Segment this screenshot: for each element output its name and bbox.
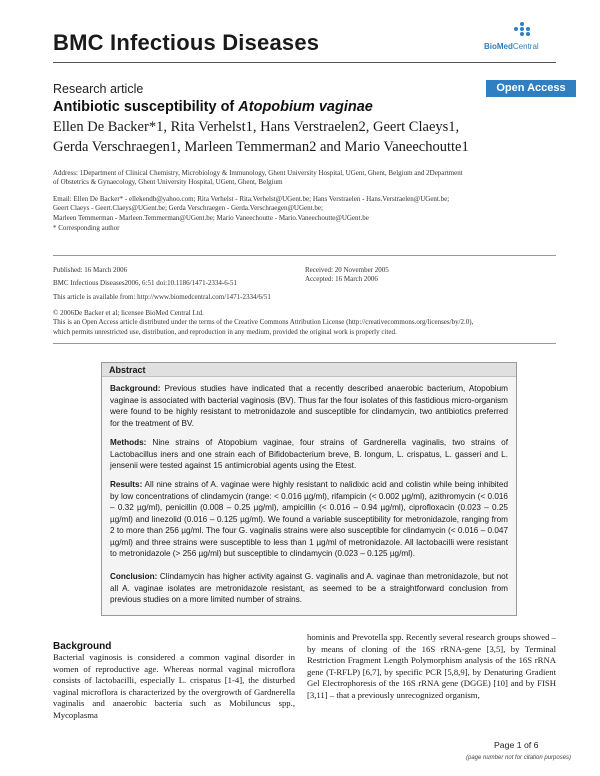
abstract-heading: Abstract xyxy=(102,363,516,377)
authors-line-2: Gerda Verschraegen1, Marleen Temmerman2 and Mario Vaneechoutte1 xyxy=(53,139,469,155)
logo-bio: BioMed xyxy=(484,42,513,51)
abstract-conclusion-label: Conclusion: xyxy=(110,572,158,581)
article-title-prefix: Antibiotic susceptibility of xyxy=(53,99,239,115)
citation: BMC Infectious Diseases2006, 6:51 doi:10.1186/1471-2334-6-51 xyxy=(53,279,238,288)
license-line-2: which permits unrestricted use, distribution, and reproduction in any medium, provided the original work is properly cited. xyxy=(53,327,397,336)
abstract-methods xyxy=(110,437,508,472)
abstract-background-text: Previous studies have indicated that a recently described anaerobic bacterium, Atopobium vaginae is associated with bacterial vaginosis (BV). Thus far the four isolates of this fastidious micro-organism were found to be highly resistant to metronidazole and susceptible for clindamycin, two antibiotics preferred for the treatment of BV. xyxy=(110,384,508,428)
accepted-date: Accepted: 16 March 2006 xyxy=(305,275,378,284)
address-line-2: of Obstetrics & Gynaecology, Ghent University Hospital, UGent, Ghent, Belgium xyxy=(53,178,283,187)
address-line-1: Address: 1Department of Clinical Chemistry, Microbiology & Immunology, Ghent University Hospital, UGent, Ghent, Belgium and 2Department xyxy=(53,169,463,177)
abstract-results-text: All nine strains of A. vaginae were highly resistant to nalidixic acid and colistin while being inhibited by low concentrations of clindamycin (range: < 0.016 µg/ml), rifampicin (< 0.002 µg/ml), azithromycin (< 0.016 – 0.32 µg/ml), penicillin (0.008 – 0.25 µg/ml), ampicillin (< 0.016 – 0.94 µg/ml), ciprofloxacin (0.023 – 0.25 µg/ml) and linezolid (0.016 – 0.125 µg/ml). We found a variable susceptibility for metronidazole, ranging from 2 to more than 256 µg/ml. The four G. vaginalis strains were also susceptible for clindamycin (< 0.016 – 0.047 µg/ml) and three strains were susceptible to less than 1 µg/ml of metronidazole. All lactobacilli were resistant to metronidazole (> 256 µg/ml) but susceptible to clindamycin (0.023 – 0.125 µg/ml). xyxy=(110,480,508,558)
abstract-background xyxy=(110,383,508,429)
biomed-central-logo xyxy=(484,22,554,56)
abstract-results-label: Results: xyxy=(110,480,143,489)
address-block xyxy=(53,169,553,188)
article-type: Research article xyxy=(53,82,144,96)
article-title xyxy=(53,99,373,115)
background-heading: Background xyxy=(53,641,112,652)
open-access-badge: Open Access xyxy=(486,80,576,97)
divider xyxy=(53,255,556,256)
author-list xyxy=(53,117,563,157)
abstract-methods-text: Nine strains of Atopobium vaginae, four strains of Gardnerella vaginalis, two strains of Lactobacillus iners and one strain each of Bifidobacterium breve, B. longum, L. crispatus, L. gasseri and L. jensenii were tested against 15 antimicrobial agents using the Etest. xyxy=(110,438,508,470)
authors-line-1: Ellen De Backer*1, Rita Verhelst1, Hans Verstraelen2, Geert Claeys1, xyxy=(53,119,460,135)
article-url[interactable]: This article is available from: http://www.biomedcentral.com/1471-2334/6/51 xyxy=(53,293,271,301)
header-rule xyxy=(53,62,556,63)
abstract-background-label: Background: xyxy=(110,384,161,393)
email-line-1[interactable]: Email: Ellen De Backer* - ellekendb@yahoo.com; Rita Verhelst - Rita.Verhelst@UGent.be; Hans Verstraelen - Hans.Verstraelen@UGent.be; xyxy=(53,195,450,203)
abstract-box xyxy=(101,362,517,616)
email-block xyxy=(53,195,553,223)
page-number-note: (page number not for citation purposes) xyxy=(466,755,572,761)
license-line-1[interactable]: This is an Open Access article distributed under the terms of the Creative Commons Attribution License (http://creativecommons.org/licenses/by/2.0), xyxy=(53,318,474,327)
received-accepted xyxy=(305,266,505,285)
body-left-column: Bacterial vaginosis is considered a common vaginal disorder in women of reproductive age. Whereas normal vaginal microflora consists of lactobacilli, especially L. crispatus [1-4], the disturbed vaginal microflora is characterized by the overgrowth of Gardnerella vaginalis and anaerobic bacteria such as Mobiluncus spp., Mycoplasma xyxy=(53,652,295,720)
copyright: © 2006De Backer et al; licensee BioMed Central Ltd. xyxy=(53,309,204,317)
divider xyxy=(53,343,556,344)
article-title-organism: Atopobium vaginae xyxy=(238,99,373,115)
email-line-2[interactable]: Geert Claeys - Geert.Claeys@UGent.be; Gerda Verschraegen - Gerda.Verschraegen@UGent.be; xyxy=(53,204,323,213)
abstract-conclusion xyxy=(110,571,508,606)
abstract-conclusion-text: Clindamycin has higher activity against G. vaginalis and A. vaginae than metronidazole, but not all A. vaginae isolates are metronidazole resistant, as seemed to be a straightforward conclusion from previous studies on a more limited number of strains. xyxy=(110,572,508,604)
body-right-column: hominis and Prevotella spp. Recently several research groups showed – by means of cloning of the 16S rRNA-gene [3,5], by Terminal Restriction Fragment Length Polymorphism analysis of the 16S rRNA gene (T-RFLP) [6,7], by specific PCR [5,8,9], by Denaturing Gradient Gel Electrophoresis of the 16S rRNA gene (DGGE) [10] and by FISH [3,11] – that a previously unrecognized organism, xyxy=(307,632,556,700)
email-line-3[interactable]: Marleen Temmerman - Marleen.Temmerman@UGent.be; Mario Vaneechoutte - Mario.Vaneechoutte@UGent.be xyxy=(53,213,369,222)
corresponding-author-note: * Corresponding author xyxy=(53,224,120,232)
page-number: Page 1 of 6 xyxy=(494,740,539,750)
published-date: Published: 16 March 2006 xyxy=(53,266,128,274)
logo-central: Central xyxy=(512,42,539,51)
license-block xyxy=(53,309,553,337)
received-date: Received: 20 November 2005 xyxy=(305,266,389,274)
journal-title: BMC Infectious Diseases xyxy=(53,30,320,55)
logo-wordmark xyxy=(484,42,539,51)
abstract-methods-label: Methods: xyxy=(110,438,147,447)
abstract-results xyxy=(110,479,508,560)
publication-info xyxy=(53,266,293,289)
